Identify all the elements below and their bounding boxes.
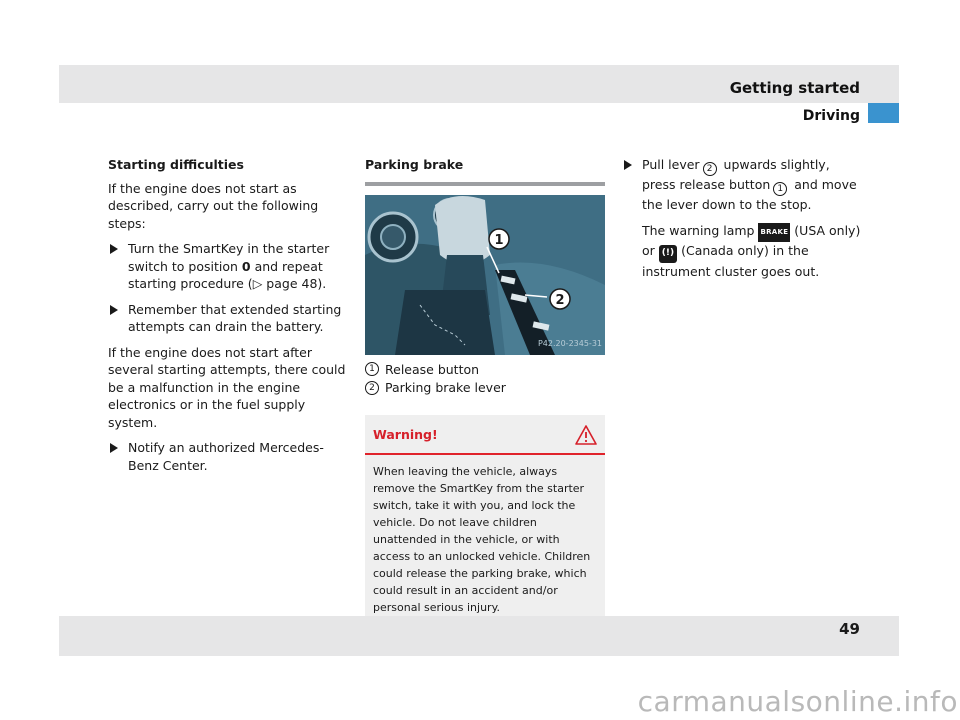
inline-number-2: 2 (703, 162, 717, 176)
left-column (108, 156, 353, 482)
bullet-arrow-icon (624, 160, 632, 170)
middle-column (365, 156, 605, 626)
parking-brake-figure (365, 195, 605, 355)
legend-label: Parking brake lever (385, 380, 506, 395)
warning-box (365, 415, 605, 626)
step-battery-note: Remember that extended starting attempts can drain the battery. (108, 301, 353, 336)
legend-item (365, 379, 605, 397)
figure-code: P42.20-2345-31 (537, 339, 602, 348)
legend-number: 1 (365, 362, 379, 376)
step-turn-smartkey: Turn the SmartKey in the starter switch to position 0 and repeat starting procedure (▷ page 48). (108, 240, 353, 293)
parking-brake-illustration (365, 195, 605, 355)
legend-item (365, 361, 605, 379)
section-title: Getting started (729, 79, 860, 97)
malfunction-paragraph: If the engine does not start after several starting attempts, there could be a malfunction in the engine electronics or in the fuel supply system. (108, 344, 346, 430)
warning-triangle-icon (575, 425, 597, 445)
brake-lamp-icon: BRAKE (758, 223, 790, 243)
footer-band (59, 616, 899, 656)
bullet-arrow-icon (110, 244, 118, 254)
intro-paragraph: If the engine does not start as described, carry out the following steps: (108, 180, 319, 231)
warning-title: Warning! (373, 426, 438, 442)
step-release-brake: Pull lever 2 upwards slightly, press release button 1 and move the lever down to the stop. (622, 156, 862, 214)
warning-lamp-paragraph: The warning lamp BRAKE (USA only) or (!) (Canada only) in the instrument cluster goes out. (642, 222, 861, 279)
warning-text: When leaving the vehicle, always remove the SmartKey from the starter switch, take it with you, and lock the vehicle. Do not leave children unattended in the vehicle, or with access to an unlocked vehicle. Children could release the parking brake, which could result in an accident and/or personal serious injury. (373, 464, 591, 614)
legend-label: Release button (385, 361, 480, 377)
page-number: 49 (839, 620, 860, 638)
starting-difficulties-heading: Starting difficulties (108, 157, 244, 172)
right-column (622, 156, 862, 288)
bullet-arrow-icon (110, 305, 118, 315)
inline-number-1: 1 (773, 182, 787, 196)
page-reference-arrow-icon: ▷ (252, 276, 263, 291)
heading-rule (365, 182, 605, 186)
section-tab-marker (868, 103, 899, 123)
legend-number: 2 (365, 381, 379, 395)
bullet-arrow-icon (110, 443, 118, 453)
figure-callout-2: 2 (555, 292, 565, 308)
subsection-title: Driving (802, 108, 860, 124)
figure-callout-1: 1 (494, 232, 504, 248)
canada-brake-lamp-icon: (!) (659, 245, 677, 263)
parking-brake-heading: Parking brake (365, 157, 464, 172)
watermark-text: carmanualsonline.info (637, 685, 958, 718)
warning-header (365, 415, 605, 455)
figure-legend (365, 361, 605, 397)
step-notify-center: Notify an authorized Mercedes-Benz Center. (108, 439, 353, 474)
